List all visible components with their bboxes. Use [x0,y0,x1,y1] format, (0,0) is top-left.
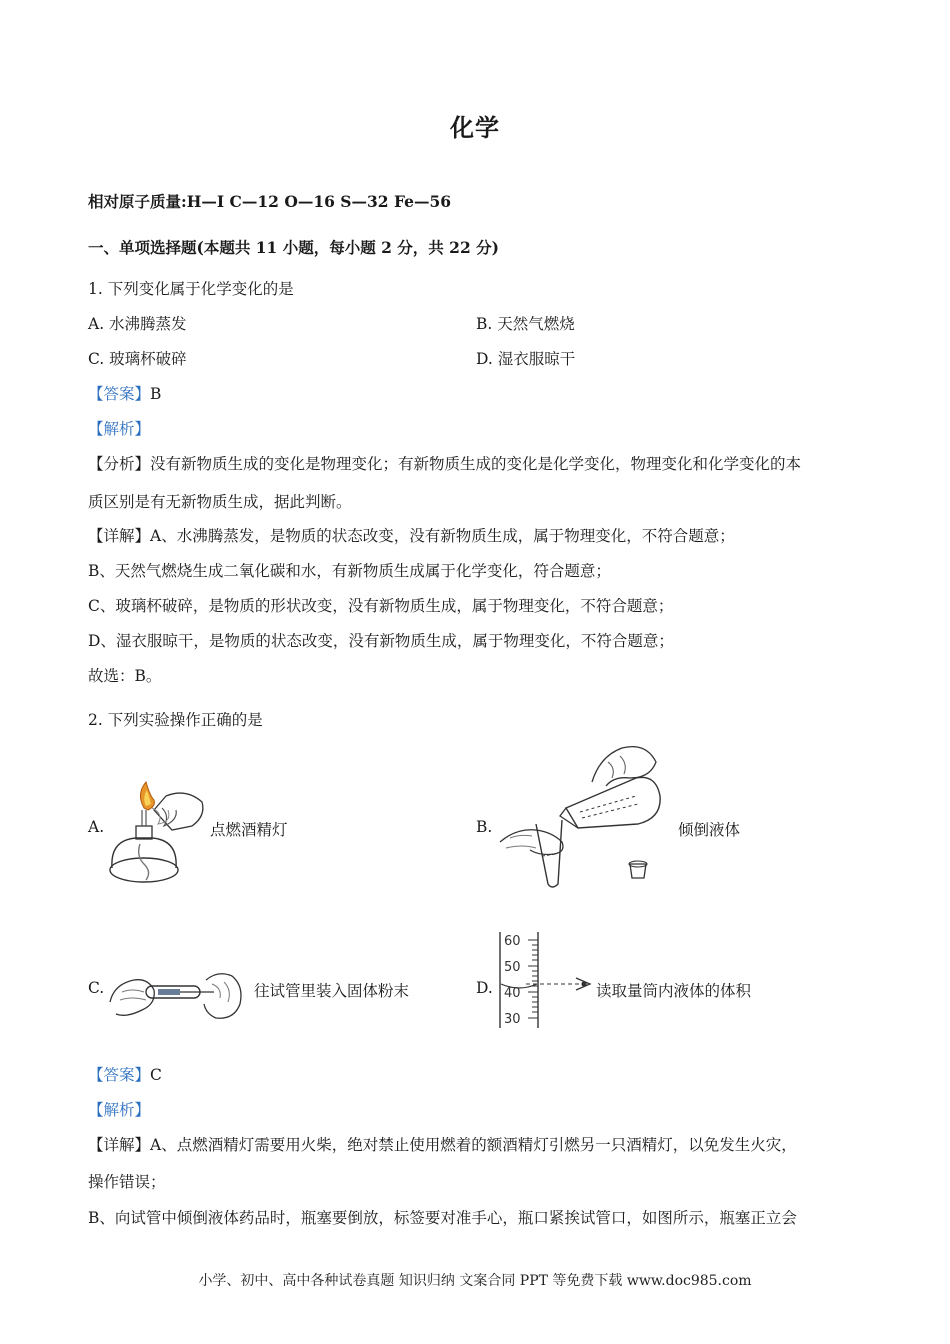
q1-detail-c: C、玻璃杯破碎，是物质的形状改变，没有新物质生成，属于物理变化，不符合题意； [88,597,674,615]
q2-stem: 2. 下列实验操作正确的是 [88,711,263,729]
q2-detail-a [88,1133,797,1155]
q2-answer [88,1063,162,1085]
detail-a-text: A、点燃酒精灯需要用火柴，绝对禁止使用燃着的额酒精灯引燃另一只酒精灯，以免发生火灾， [150,1136,797,1154]
q1-detail-b: B、天然气燃烧生成二氧化碳和水，有新物质生成属于化学变化，符合题意； [88,562,611,580]
section-heading: 一、单项选择题(本题共 11 小题，每小题 2 分，共 22 分) [88,238,499,257]
q2-option-a-letter: A. [88,818,105,836]
q2-option-c-letter: C. [88,979,105,997]
q2-detail-a-2: 操作错误； [88,1173,166,1191]
atomic-masses: 相对原子质量:H—I C—12 O—16 S—32 Fe—56 [88,192,452,211]
answer-value: B [150,385,162,403]
alcohol-lamp-illustration [106,780,210,888]
q2-option-d-letter: D. [476,979,493,997]
q1-detail-d: D、湿衣服晾干，是物质的状态改变，没有新物质生成，属于物理变化，不符合题意； [88,632,674,650]
q2-analysis-tag: 【解析】 [88,1101,151,1119]
graduated-cylinder-illustration [496,928,596,1032]
cylinder-tick-50: 50 [504,960,521,975]
q1-stem: 1. 下列变化属于化学变化的是 [88,280,294,298]
q1-answer [88,382,161,404]
q1-fenxi-2: 质区别是有无新物质生成，据此判断。 [88,493,352,511]
fenxi-tag: 【分析】 [88,455,151,473]
q2-option-c-text: 往试管里装入固体粉末 [254,982,410,1000]
q2-option-b-text: 倾倒液体 [678,821,741,839]
answer-value: C [150,1066,162,1084]
page-title: 化学 [450,113,500,142]
detail-a-text: A、水沸腾蒸发，是物质的状态改变，没有新物质生成，属于物理变化，不符合题意； [150,527,735,545]
detail-tag: 【详解】 [88,527,151,545]
answer-tag: 【答案】 [88,1066,151,1084]
q1-analysis-tag: 【解析】 [88,420,151,438]
q1-option-d: D. 湿衣服晾干 [476,350,576,368]
cylinder-tick-30: 30 [504,1012,521,1027]
powder-loading-illustration [106,962,246,1032]
detail-tag: 【详解】 [88,1136,151,1154]
answer-tag: 【答案】 [88,385,151,403]
cylinder-tick-40: 40 [504,986,521,1001]
q2-option-a-text: 点燃酒精灯 [210,821,288,839]
q1-detail-a [88,524,735,546]
fenxi-text-1: 没有新物质生成的变化是物理变化；有新物质生成的变化是化学变化，物理变化和化学变化的本 [150,455,802,473]
q1-option-a: A. 水沸腾蒸发 [88,315,187,333]
q1-option-c: C. 玻璃杯破碎 [88,350,187,368]
q2-option-b-letter: B. [476,818,493,836]
q1-fenxi [88,452,801,474]
q1-option-b: B. 天然气燃烧 [476,315,575,333]
q1-conclusion: 故选：B。 [88,667,162,685]
q2-detail-b: B、向试管中倾倒液体药品时，瓶塞要倒放，标签要对准手心，瓶口紧挨试管口，如图所示，瓶塞正立会 [88,1209,797,1227]
pouring-liquid-illustration [496,738,670,890]
cylinder-tick-60: 60 [504,934,521,949]
footer-text: 小学、初中、高中各种试卷真题 知识归纳 文案合同 PPT 等免费下载 www.doc985.com [198,1273,752,1289]
q2-option-d-text: 读取量筒内液体的体积 [596,982,752,1000]
